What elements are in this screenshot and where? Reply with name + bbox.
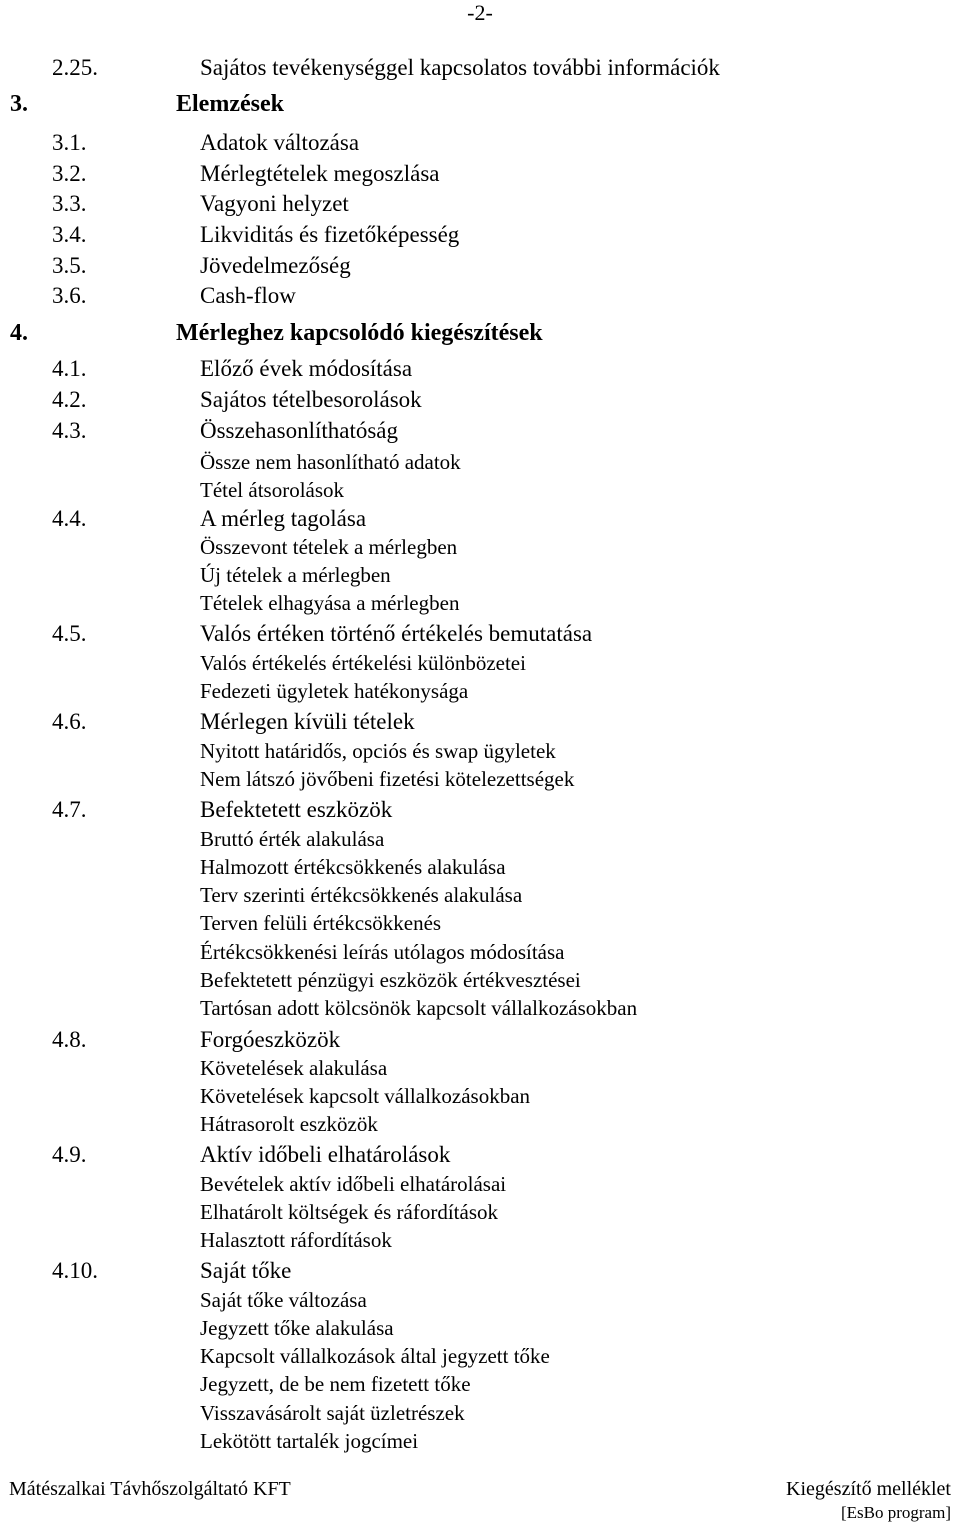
toc-title: Halasztott ráfordítások: [200, 1228, 392, 1252]
page-number: -2-: [467, 0, 493, 25]
toc-number: 3.2.: [52, 161, 87, 186]
toc-title: Nyitott határidős, opciós és swap ügyletek: [200, 739, 556, 763]
toc-number: 3.1.: [52, 130, 87, 155]
toc-number: 4.9.: [52, 1142, 87, 1167]
toc-title: Új tételek a mérlegben: [200, 563, 391, 587]
toc-title: Követelések kapcsolt vállalkozásokban: [200, 1084, 531, 1108]
toc-title: Bruttó érték alakulása: [200, 827, 385, 851]
toc-title: Nem látszó jövőbeni fizetési kötelezettségek: [200, 767, 575, 791]
toc-number: 4.1.: [52, 356, 87, 381]
toc-number: 3.6.: [52, 283, 87, 308]
footer-program: [EsBo program]: [840, 1503, 951, 1522]
toc-title: Terv szerinti értékcsökkenés alakulása: [200, 883, 523, 907]
toc-title: Lekötött tartalék jogcímei: [200, 1429, 419, 1453]
toc-title: Befektetett pénzügyi eszközök értékvesztései: [200, 968, 581, 992]
toc-number: 4.8.: [52, 1027, 87, 1052]
toc-title: Forgóeszközök: [200, 1027, 341, 1052]
toc-title: Cash-flow: [200, 283, 296, 308]
toc-title: Valós értékelés értékelési különbözetei: [200, 651, 526, 675]
toc-title: Tételek elhagyása a mérlegben: [200, 591, 460, 615]
toc-title: Fedezeti ügyletek hatékonysága: [200, 679, 469, 703]
toc-number: 3.5.: [52, 253, 87, 278]
toc-number: 4.5.: [52, 621, 87, 646]
footer-company: Mátészalkai Távhőszolgáltató KFT: [9, 1478, 291, 1500]
toc-number: 4.2.: [52, 387, 87, 412]
toc-title: Sajátos tevékenységgel kapcsolatos további információk: [200, 55, 720, 80]
toc-title: Mérlegen kívüli tételek: [200, 709, 415, 734]
toc-title: Összehasonlíthatóság: [200, 418, 399, 443]
footer-doc-type: Kiegészítő melléklet: [786, 1478, 951, 1500]
toc-number: 3.4.: [52, 222, 87, 247]
toc-title: Jövedelmezőség: [200, 253, 351, 278]
toc-number: 2.25.: [52, 55, 98, 80]
toc-number: 3.: [10, 91, 28, 117]
toc-title: Saját tőke változása: [200, 1288, 367, 1312]
toc-title: Előző évek módosítása: [200, 356, 413, 381]
toc-title: Követelések alakulása: [200, 1056, 388, 1080]
toc-title: Halmozott értékcsökkenés alakulása: [200, 855, 506, 879]
toc-title: A mérleg tagolása: [200, 506, 367, 531]
toc-title: Aktív időbeli elhatárolások: [200, 1142, 451, 1167]
toc-title: Mérlegtételek megoszlása: [200, 161, 440, 186]
toc-title: Összevont tételek a mérlegben: [200, 535, 458, 559]
toc-title: Vagyoni helyzet: [200, 191, 349, 216]
toc-title: Hátrasorolt eszközök: [200, 1112, 378, 1136]
toc-title: Befektetett eszközök: [200, 797, 393, 822]
toc-title: Elemzések: [176, 91, 284, 117]
toc-title: Adatok változása: [200, 130, 360, 155]
toc-title: Tétel átsorolások: [200, 478, 345, 502]
toc-title: Sajátos tételbesorolások: [200, 387, 422, 412]
toc-number: 4.6.: [52, 709, 87, 734]
toc-number: 4.7.: [52, 797, 87, 822]
toc-title: Visszavásárolt saját üzletrészek: [200, 1401, 465, 1425]
toc-title: Jegyzett, de be nem fizetett tőke: [200, 1372, 471, 1396]
toc-title: Terven felüli értékcsökkenés: [200, 911, 442, 935]
toc-number: 3.3.: [52, 191, 87, 216]
toc-title: Elhatárolt költségek és ráfordítások: [200, 1200, 498, 1224]
toc-title: Valós értéken történő értékelés bemutatása: [200, 621, 593, 646]
toc-title: Kapcsolt vállalkozások által jegyzett tőke: [200, 1344, 550, 1368]
toc-number: 4.: [10, 320, 28, 346]
toc-number: 4.10.: [52, 1258, 98, 1283]
toc-title: Saját tőke: [200, 1258, 292, 1283]
toc-title: Mérleghez kapcsolódó kiegészítések: [176, 320, 543, 346]
toc-title: Tartósan adott kölcsönök kapcsolt vállalkozásokban: [200, 996, 638, 1020]
toc-title: Bevételek aktív időbeli elhatárolásai: [200, 1172, 507, 1196]
toc-number: 4.4.: [52, 506, 87, 531]
toc-title: Likviditás és fizetőképesség: [200, 222, 460, 247]
toc-number: 4.3.: [52, 418, 87, 443]
toc-title: Jegyzett tőke alakulása: [200, 1316, 394, 1340]
toc-title: Értékcsökkenési leírás utólagos módosítása: [200, 940, 565, 964]
toc-title: Össze nem hasonlítható adatok: [200, 450, 461, 474]
